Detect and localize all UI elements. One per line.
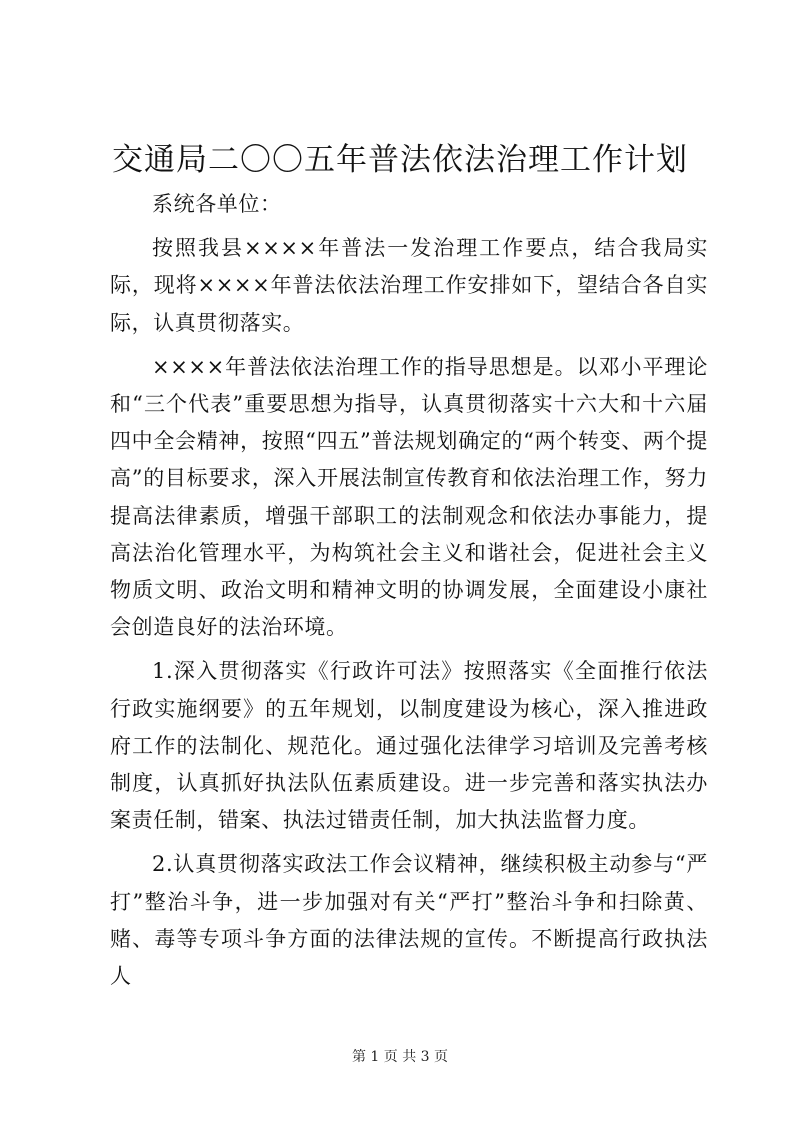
document-body [110, 186, 708, 995]
salutation: 系统各单位： [152, 192, 282, 216]
paragraph-intro: 按照我县××××年普法一发治理工作要点，结合我局实际，现将××××年普法依法治理工作安排如下，望结合各自实际，认真贯彻落实。 [110, 236, 708, 335]
paragraph-item-2: 2.认真贯彻落实政法工作会议精神，继续积极主动参与“严打”整治斗争，进一步加强对有关“严打”整治斗争和扫除黄、赌、毒等专项斗争方面的法律法规的宣传。不断提高行政执法人 [110, 852, 708, 989]
paragraph-item-1: 1.深入贯彻落实《行政许可法》按照落实《全面推行依法行政实施纲要》的五年规划，以制度建设为核心，深入推进政府工作的法制化、规范化。通过强化法律学习培训及完善考核制度，认真抓好执法队伍素质建设。进一步完善和落实执法办案责任制，错案、执法过错责任制，加大执法监督力度。 [110, 659, 708, 833]
paragraph-guiding-thought: ××××年普法依法治理工作的指导思想是。以邓小平理论和“三个代表”重要思想为指导，认真贯彻落实十六大和十六届四中全会精神，按照“四五”普法规划确定的“两个转变、两个提高”的目标要求，深入开展法制宣传教育和依法治理工作，努力提高法律素质，增强干部职工的法制观念和依法办事能力，提高法治化管理水平，为构筑社会主义和谐社会，促进社会主义物质文明、政治文明和精神文明的协调发展，全面建设小康社会创造良好的法治环境。 [110, 354, 708, 640]
document-title: 交通局二〇〇五年普法依法治理工作计划 [112, 142, 688, 178]
page-footer: 第 1 页 共 3 页 [351, 1049, 449, 1065]
